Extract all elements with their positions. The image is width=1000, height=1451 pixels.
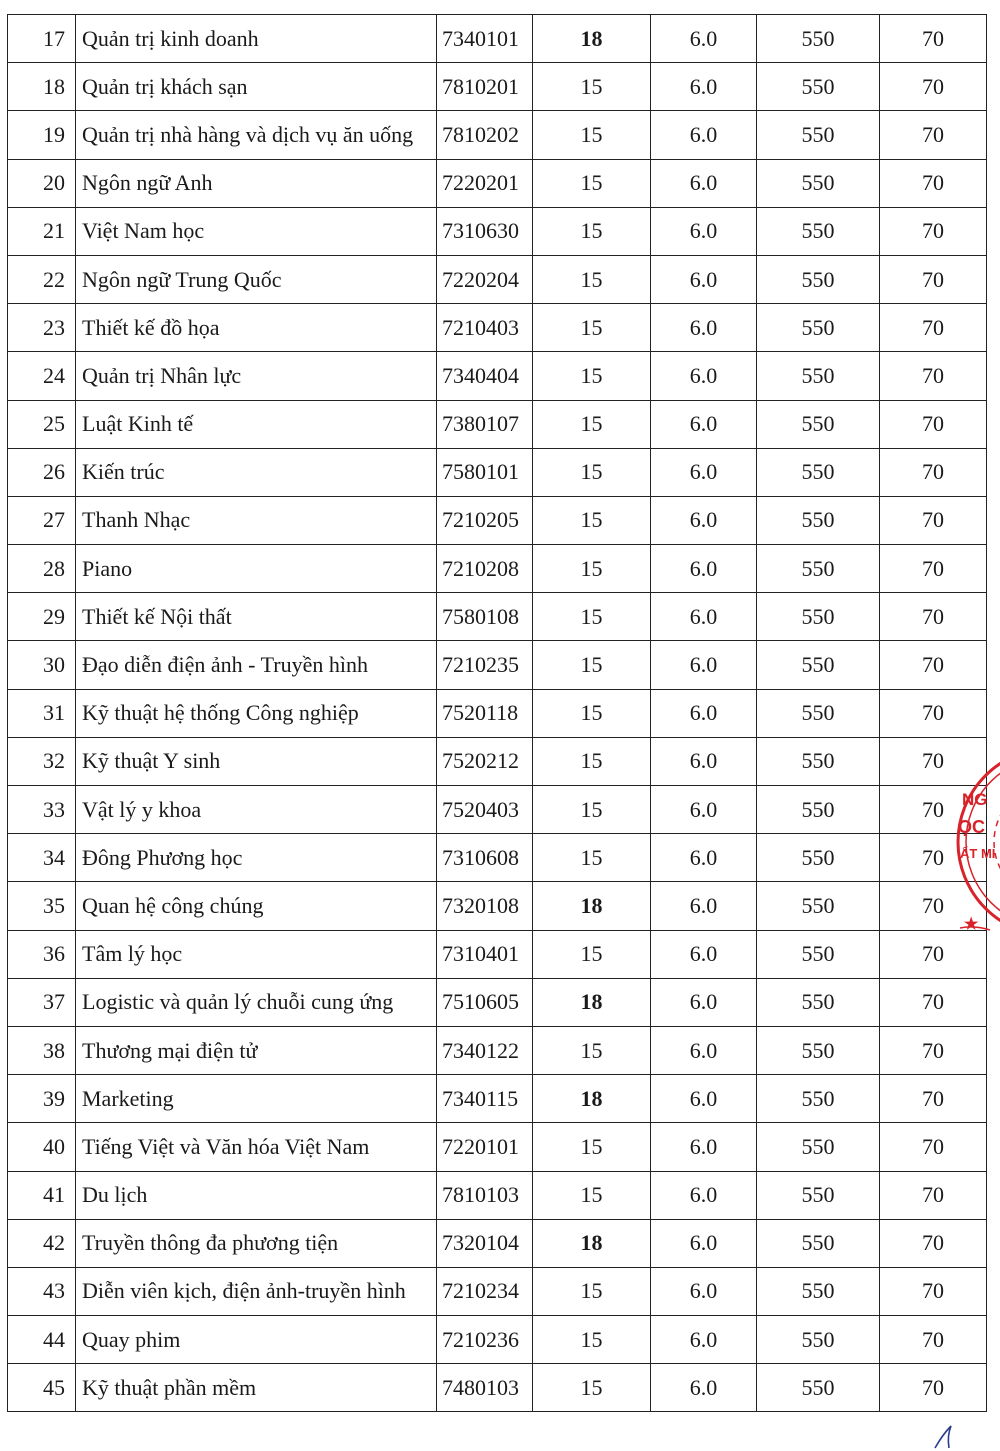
vstep-score-cell: 70	[880, 1171, 987, 1219]
major-name-cell: Thiết kế Nội thất	[76, 593, 437, 641]
major-code-cell: 7210403	[437, 304, 533, 352]
major-name-cell: Thanh Nhạc	[76, 496, 437, 544]
row-number-cell: 45	[8, 1364, 76, 1412]
major-name-cell: Việt Nam học	[76, 207, 437, 255]
vstep-score-cell: 70	[880, 593, 987, 641]
vstep-score-cell: 70	[880, 448, 987, 496]
major-code-cell: 7310401	[437, 930, 533, 978]
row-number-cell: 40	[8, 1123, 76, 1171]
vstep-score-cell: 70	[880, 930, 987, 978]
ielts-score-cell: 6.0	[651, 1267, 757, 1315]
vstep-score-cell: 70	[880, 689, 987, 737]
table-row	[8, 448, 987, 496]
table-row	[8, 111, 987, 159]
major-code-cell: 7210208	[437, 545, 533, 593]
major-name-cell: Kỹ thuật hệ thống Công nghiệp	[76, 689, 437, 737]
min-score-cell: 15	[533, 1171, 651, 1219]
min-score-cell: 15	[533, 255, 651, 303]
table-row	[8, 496, 987, 544]
major-code-cell: 7310608	[437, 834, 533, 882]
min-score-cell: 18	[533, 15, 651, 63]
table-row	[8, 930, 987, 978]
vstep-score-cell: 70	[880, 1026, 987, 1074]
major-code-cell: 7340122	[437, 1026, 533, 1074]
ielts-score-cell: 6.0	[651, 930, 757, 978]
row-number-cell: 38	[8, 1026, 76, 1074]
major-name-cell: Truyền thông đa phương tiện	[76, 1219, 437, 1267]
table-row	[8, 978, 987, 1026]
row-number-cell: 42	[8, 1219, 76, 1267]
major-code-cell: 7340404	[437, 352, 533, 400]
vstep-score-cell: 70	[880, 496, 987, 544]
ielts-score-cell: 6.0	[651, 882, 757, 930]
row-number-cell: 18	[8, 63, 76, 111]
min-score-cell: 18	[533, 1075, 651, 1123]
major-name-cell: Piano	[76, 545, 437, 593]
ielts-score-cell: 6.0	[651, 111, 757, 159]
ielts-score-cell: 6.0	[651, 545, 757, 593]
major-name-cell: Quản trị Nhân lực	[76, 352, 437, 400]
major-name-cell: Thiết kế đồ họa	[76, 304, 437, 352]
min-score-cell: 15	[533, 448, 651, 496]
major-code-cell: 7210205	[437, 496, 533, 544]
min-score-cell: 15	[533, 641, 651, 689]
vstep-score-cell: 70	[880, 400, 987, 448]
ielts-score-cell: 6.0	[651, 593, 757, 641]
min-score-cell: 15	[533, 593, 651, 641]
major-code-cell: 7340115	[437, 1075, 533, 1123]
major-code-cell: 7520212	[437, 737, 533, 785]
major-code-cell: 7340101	[437, 15, 533, 63]
vstep-score-cell: 70	[880, 15, 987, 63]
major-name-cell: Quản trị khách sạn	[76, 63, 437, 111]
major-code-cell: 7320108	[437, 882, 533, 930]
table-row	[8, 882, 987, 930]
major-name-cell: Đông Phương học	[76, 834, 437, 882]
ielts-score-cell: 6.0	[651, 834, 757, 882]
table-row	[8, 255, 987, 303]
major-name-cell: Logistic và quản lý chuỗi cung ứng	[76, 978, 437, 1026]
major-code-cell: 7580108	[437, 593, 533, 641]
ielts-score-cell: 6.0	[651, 159, 757, 207]
table-row	[8, 593, 987, 641]
min-score-cell: 15	[533, 159, 651, 207]
major-name-cell: Ngôn ngữ Anh	[76, 159, 437, 207]
major-name-cell: Kiến trúc	[76, 448, 437, 496]
table-row	[8, 1123, 987, 1171]
toefl-score-cell: 550	[757, 1026, 880, 1074]
stamp-fragment-1: NG	[962, 790, 988, 809]
major-code-cell: 7380107	[437, 400, 533, 448]
major-name-cell: Quản trị kinh doanh	[76, 15, 437, 63]
major-code-cell: 7220101	[437, 1123, 533, 1171]
min-score-cell: 18	[533, 1219, 651, 1267]
table-row	[8, 1267, 987, 1315]
toefl-score-cell: 550	[757, 737, 880, 785]
ielts-score-cell: 6.0	[651, 641, 757, 689]
signature-mark	[925, 1420, 965, 1450]
ielts-score-cell: 6.0	[651, 255, 757, 303]
row-number-cell: 26	[8, 448, 76, 496]
toefl-score-cell: 550	[757, 1123, 880, 1171]
toefl-score-cell: 550	[757, 207, 880, 255]
vstep-score-cell: 70	[880, 352, 987, 400]
major-name-cell: Đạo diễn điện ảnh - Truyền hình	[76, 641, 437, 689]
min-score-cell: 15	[533, 1026, 651, 1074]
table-row	[8, 737, 987, 785]
min-score-cell: 15	[533, 207, 651, 255]
table-row	[8, 641, 987, 689]
row-number-cell: 35	[8, 882, 76, 930]
toefl-score-cell: 550	[757, 978, 880, 1026]
row-number-cell: 19	[8, 111, 76, 159]
min-score-cell: 15	[533, 834, 651, 882]
vstep-score-cell: 70	[880, 159, 987, 207]
min-score-cell: 15	[533, 737, 651, 785]
vstep-score-cell: 70	[880, 63, 987, 111]
vstep-score-cell: 70	[880, 641, 987, 689]
major-name-cell: Kỹ thuật phần mềm	[76, 1364, 437, 1412]
major-code-cell: 7220201	[437, 159, 533, 207]
major-code-cell: 7320104	[437, 1219, 533, 1267]
ielts-score-cell: 6.0	[651, 689, 757, 737]
min-score-cell: 15	[533, 930, 651, 978]
ielts-score-cell: 6.0	[651, 448, 757, 496]
toefl-score-cell: 550	[757, 304, 880, 352]
table-row	[8, 689, 987, 737]
min-score-cell: 18	[533, 978, 651, 1026]
row-number-cell: 29	[8, 593, 76, 641]
table-row	[8, 545, 987, 593]
toefl-score-cell: 550	[757, 882, 880, 930]
min-score-cell: 15	[533, 786, 651, 834]
min-score-cell: 15	[533, 1364, 651, 1412]
ielts-score-cell: 6.0	[651, 1219, 757, 1267]
min-score-cell: 15	[533, 1316, 651, 1364]
toefl-score-cell: 550	[757, 159, 880, 207]
major-name-cell: Quan hệ công chúng	[76, 882, 437, 930]
row-number-cell: 36	[8, 930, 76, 978]
row-number-cell: 32	[8, 737, 76, 785]
vstep-score-cell: 70	[880, 1316, 987, 1364]
row-number-cell: 41	[8, 1171, 76, 1219]
vstep-score-cell: 70	[880, 255, 987, 303]
table-row	[8, 1364, 987, 1412]
major-name-cell: Quản trị nhà hàng và dịch vụ ăn uống	[76, 111, 437, 159]
major-name-cell: Tâm lý học	[76, 930, 437, 978]
major-code-cell: 7520118	[437, 689, 533, 737]
toefl-score-cell: 550	[757, 641, 880, 689]
row-number-cell: 31	[8, 689, 76, 737]
table-row	[8, 207, 987, 255]
ielts-score-cell: 6.0	[651, 1123, 757, 1171]
min-score-cell: 15	[533, 111, 651, 159]
table-row	[8, 834, 987, 882]
ielts-score-cell: 6.0	[651, 400, 757, 448]
row-number-cell: 28	[8, 545, 76, 593]
major-code-cell: 7810103	[437, 1171, 533, 1219]
table-row	[8, 1171, 987, 1219]
row-number-cell: 21	[8, 207, 76, 255]
table-row	[8, 1075, 987, 1123]
ielts-score-cell: 6.0	[651, 978, 757, 1026]
ielts-score-cell: 6.0	[651, 737, 757, 785]
min-score-cell: 18	[533, 882, 651, 930]
toefl-score-cell: 550	[757, 1171, 880, 1219]
major-code-cell: 7310630	[437, 207, 533, 255]
ielts-score-cell: 6.0	[651, 63, 757, 111]
table-row	[8, 1219, 987, 1267]
toefl-score-cell: 550	[757, 545, 880, 593]
row-number-cell: 25	[8, 400, 76, 448]
min-score-cell: 15	[533, 545, 651, 593]
major-name-cell: Kỹ thuật Y sinh	[76, 737, 437, 785]
major-code-cell: 7210234	[437, 1267, 533, 1315]
row-number-cell: 23	[8, 304, 76, 352]
ielts-score-cell: 6.0	[651, 1026, 757, 1074]
major-name-cell: Diễn viên kịch, điện ảnh-truyền hình	[76, 1267, 437, 1315]
min-score-cell: 15	[533, 400, 651, 448]
toefl-score-cell: 550	[757, 1075, 880, 1123]
row-number-cell: 30	[8, 641, 76, 689]
ielts-score-cell: 6.0	[651, 786, 757, 834]
vstep-score-cell: 70	[880, 737, 987, 785]
major-name-cell: Du lịch	[76, 1171, 437, 1219]
toefl-score-cell: 550	[757, 930, 880, 978]
ielts-score-cell: 6.0	[651, 352, 757, 400]
table-row	[8, 159, 987, 207]
row-number-cell: 39	[8, 1075, 76, 1123]
row-number-cell: 44	[8, 1316, 76, 1364]
ielts-score-cell: 6.0	[651, 207, 757, 255]
stamp-fragment-3: ẤT MI	[960, 846, 996, 861]
table-row	[8, 400, 987, 448]
table-row	[8, 786, 987, 834]
major-name-cell: Marketing	[76, 1075, 437, 1123]
major-name-cell: Tiếng Việt và Văn hóa Việt Nam	[76, 1123, 437, 1171]
table-row	[8, 63, 987, 111]
ielts-score-cell: 6.0	[651, 1075, 757, 1123]
min-score-cell: 15	[533, 63, 651, 111]
min-score-cell: 15	[533, 352, 651, 400]
major-code-cell: 7810202	[437, 111, 533, 159]
major-code-cell: 7210235	[437, 641, 533, 689]
table-row	[8, 1316, 987, 1364]
major-name-cell: Ngôn ngữ Trung Quốc	[76, 255, 437, 303]
vstep-score-cell: 70	[880, 978, 987, 1026]
row-number-cell: 37	[8, 978, 76, 1026]
major-code-cell: 7510605	[437, 978, 533, 1026]
toefl-score-cell: 550	[757, 496, 880, 544]
row-number-cell: 34	[8, 834, 76, 882]
vstep-score-cell: 70	[880, 882, 987, 930]
major-name-cell: Vật lý y khoa	[76, 786, 437, 834]
ielts-score-cell: 6.0	[651, 1364, 757, 1412]
row-number-cell: 17	[8, 15, 76, 63]
min-score-cell: 15	[533, 496, 651, 544]
vstep-score-cell: 70	[880, 1267, 987, 1315]
toefl-score-cell: 550	[757, 834, 880, 882]
toefl-score-cell: 550	[757, 593, 880, 641]
stamp-star-icon: ★	[964, 916, 979, 933]
major-name-cell: Luật Kinh tế	[76, 400, 437, 448]
vstep-score-cell: 70	[880, 1364, 987, 1412]
row-number-cell: 24	[8, 352, 76, 400]
table-row	[8, 304, 987, 352]
min-score-cell: 15	[533, 1123, 651, 1171]
vstep-score-cell: 70	[880, 111, 987, 159]
table-row	[8, 352, 987, 400]
min-score-cell: 15	[533, 304, 651, 352]
toefl-score-cell: 550	[757, 111, 880, 159]
major-code-cell: 7580101	[437, 448, 533, 496]
min-score-cell: 15	[533, 689, 651, 737]
vstep-score-cell: 70	[880, 1075, 987, 1123]
ielts-score-cell: 6.0	[651, 1171, 757, 1219]
row-number-cell: 43	[8, 1267, 76, 1315]
vstep-score-cell: 70	[880, 786, 987, 834]
toefl-score-cell: 550	[757, 15, 880, 63]
toefl-score-cell: 550	[757, 1364, 880, 1412]
vstep-score-cell: 70	[880, 1219, 987, 1267]
ielts-score-cell: 6.0	[651, 304, 757, 352]
toefl-score-cell: 550	[757, 63, 880, 111]
row-number-cell: 20	[8, 159, 76, 207]
toefl-score-cell: 550	[757, 1267, 880, 1315]
ielts-score-cell: 6.0	[651, 1316, 757, 1364]
ielts-score-cell: 6.0	[651, 15, 757, 63]
admission-score-table	[7, 14, 987, 1412]
row-number-cell: 22	[8, 255, 76, 303]
major-code-cell: 7520403	[437, 786, 533, 834]
major-code-cell: 7810201	[437, 63, 533, 111]
stamp-fragment-2: ỌC	[958, 817, 985, 837]
vstep-score-cell: 70	[880, 1123, 987, 1171]
row-number-cell: 33	[8, 786, 76, 834]
min-score-cell: 15	[533, 1267, 651, 1315]
toefl-score-cell: 550	[757, 352, 880, 400]
major-name-cell: Quay phim	[76, 1316, 437, 1364]
ielts-score-cell: 6.0	[651, 496, 757, 544]
toefl-score-cell: 550	[757, 1219, 880, 1267]
toefl-score-cell: 550	[757, 400, 880, 448]
table-row	[8, 15, 987, 63]
toefl-score-cell: 550	[757, 255, 880, 303]
table-row	[8, 1026, 987, 1074]
toefl-score-cell: 550	[757, 786, 880, 834]
major-name-cell: Thương mại điện tử	[76, 1026, 437, 1074]
toefl-score-cell: 550	[757, 1316, 880, 1364]
major-code-cell: 7220204	[437, 255, 533, 303]
vstep-score-cell: 70	[880, 834, 987, 882]
table-body	[8, 15, 987, 1412]
vstep-score-cell: 70	[880, 545, 987, 593]
toefl-score-cell: 550	[757, 689, 880, 737]
vstep-score-cell: 70	[880, 304, 987, 352]
major-code-cell: 7210236	[437, 1316, 533, 1364]
row-number-cell: 27	[8, 496, 76, 544]
vstep-score-cell: 70	[880, 207, 987, 255]
major-code-cell: 7480103	[437, 1364, 533, 1412]
toefl-score-cell: 550	[757, 448, 880, 496]
